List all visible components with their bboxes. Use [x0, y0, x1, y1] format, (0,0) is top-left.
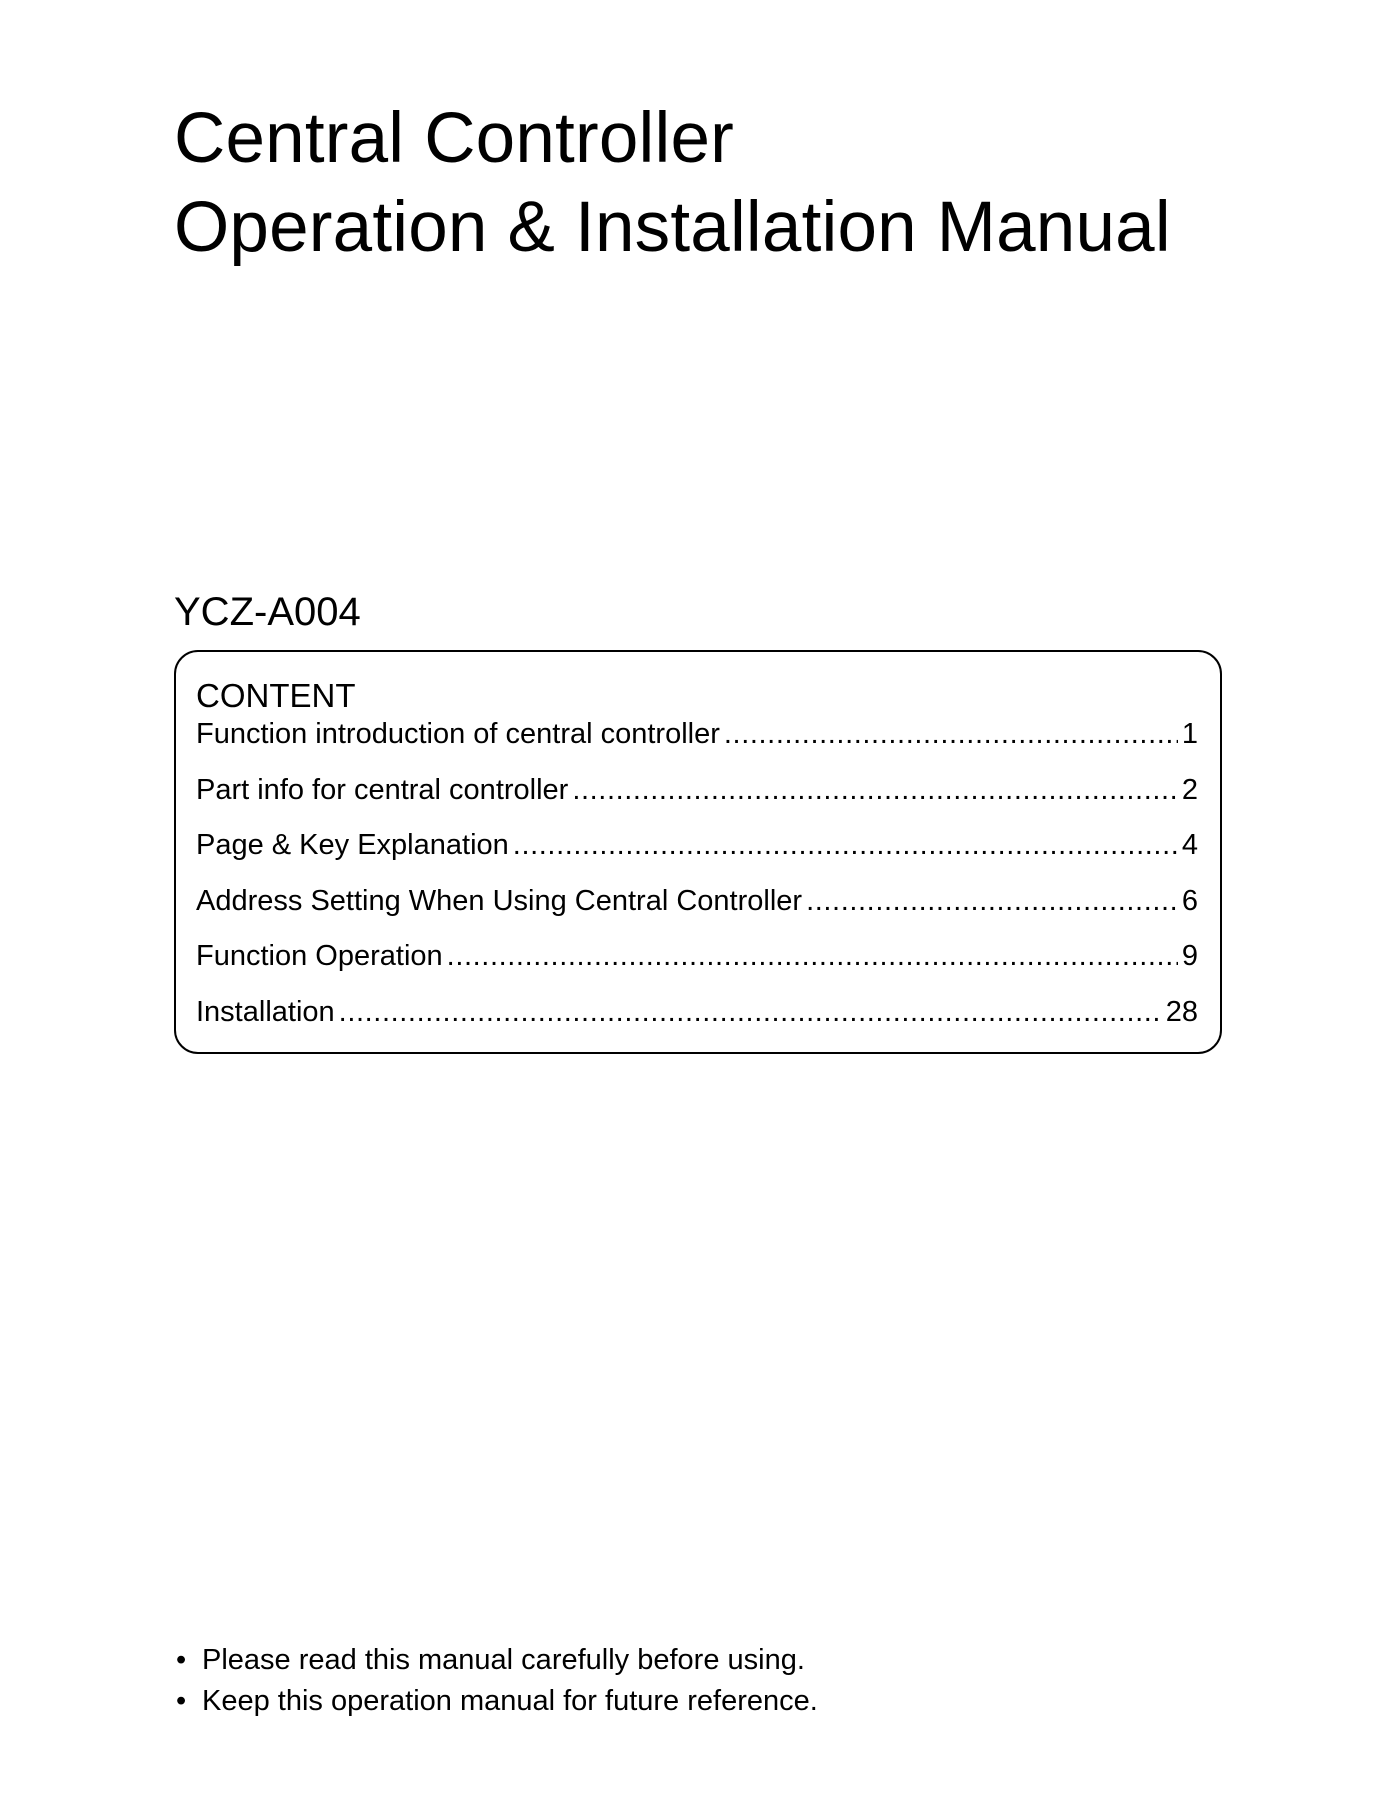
toc-entry-page: 28 [1165, 995, 1198, 1028]
toc-entry-page: 2 [1181, 773, 1198, 806]
toc-leader-dots [572, 772, 1178, 808]
toc-leader-dots [513, 827, 1178, 863]
toc-entry-page: 6 [1181, 884, 1198, 917]
toc-entry-page: 4 [1181, 829, 1198, 861]
toc-entry-page: 9 [1181, 940, 1198, 972]
contents-heading: CONTENT [196, 677, 356, 714]
toc-leader-dots [724, 716, 1178, 752]
toc-leader-dots [339, 994, 1162, 1030]
bullet-icon: • [176, 1685, 187, 1717]
note-item [176, 1640, 818, 1681]
toc-leader-dots [447, 938, 1178, 974]
toc-entry-label: Installation [196, 995, 335, 1028]
model-number: YCZ-A004 [174, 590, 361, 634]
note-item [176, 1681, 818, 1722]
toc-entry-installation [196, 994, 1198, 1050]
toc-entry-label: Part info for central controller [196, 773, 569, 806]
toc-entry-address-setting [196, 883, 1198, 939]
toc-leader-dots [806, 883, 1178, 919]
toc-entry-label: Address Setting When Using Central Controller [196, 884, 803, 917]
toc-entry-function-introduction [196, 716, 1198, 772]
note-text: Keep this operation manual for future reference. [202, 1685, 818, 1717]
toc-entry-label: Function introduction of central controller [196, 718, 720, 750]
toc-entry-label: Page & Key Explanation [196, 829, 509, 861]
contents-list [196, 716, 1198, 1049]
bullet-icon: • [176, 1644, 187, 1676]
toc-entry-function-operation [196, 938, 1198, 994]
contents-box [174, 650, 1222, 1054]
notes-list [176, 1640, 818, 1722]
document-title [174, 94, 1171, 272]
toc-entry-label: Function Operation [196, 940, 443, 972]
note-text: Please read this manual carefully before using. [202, 1644, 805, 1676]
title-line-1: Central Controller [174, 99, 734, 178]
toc-entry-page-key-explanation [196, 827, 1198, 883]
title-line-2: Operation & Installation Manual [174, 188, 1171, 267]
toc-entry-part-info [196, 772, 1198, 828]
toc-entry-page: 1 [1181, 718, 1198, 750]
